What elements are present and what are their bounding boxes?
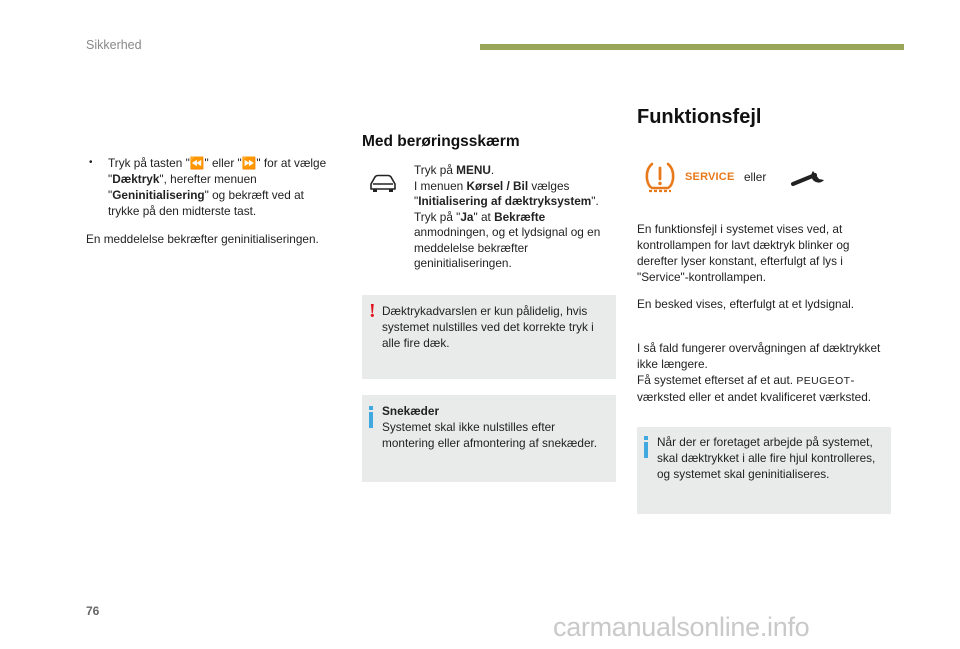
text-i-menuen: I menuen: [414, 178, 467, 193]
info-icon: [644, 436, 648, 458]
bullet-icon: •: [89, 157, 93, 168]
header-accent-bar: [480, 44, 904, 50]
fault-paragraph-2: En besked vises, efterfulgt at et lydsignal.: [637, 297, 855, 311]
menu-item-daektryk: Dæktryk: [112, 172, 160, 186]
car-icon: [368, 173, 398, 193]
wrench-icon: [789, 168, 829, 188]
snow-chains-title: Snekæder: [382, 404, 440, 418]
text-at: " at: [473, 209, 495, 224]
fault-p3b-post: -værksted eller et andet kvalificeret værksted.: [637, 373, 872, 404]
tire-pressure-warning-icon: [643, 160, 677, 194]
or-text: eller: [744, 170, 767, 184]
rewind-key-icon: ⏪: [189, 156, 205, 170]
warning-icon: !: [369, 300, 376, 322]
text-tryk: Tryk på: [414, 163, 457, 177]
text-anmodningen: anmodningen, og et lydsignal og en meddelelse bekræfter geninitialiseringen.: [414, 225, 601, 270]
warning-text: Dæktrykadvarslen er kun pålidelig, hvis systemet nulstilles ved det korrekte tryk i alle fire dæk.: [382, 304, 594, 350]
fault-indicators: [637, 158, 897, 198]
fault-p3a: I så fald fungerer overvågningen af dæktrykket ikke længere.: [637, 341, 881, 371]
forward-key-icon: ⏩: [241, 156, 257, 170]
warning-box: [362, 295, 616, 379]
section-header: Sikkerhed: [86, 38, 142, 52]
text-vaelges: vælges ": [414, 178, 570, 208]
page-number: 76: [86, 604, 100, 618]
after-repair-info-box: [637, 427, 891, 514]
fault-paragraph-3: [637, 340, 893, 405]
instruction-text-4: ", herefter menuen ": [108, 172, 257, 202]
fault-paragraph-1: En funktionsfejl i systemet vises ved, at kontrollampen for lavt dæktryk blinker og derefter lyser konstant, efterfulgt af lys i "Service"-kontrollampen.: [637, 222, 850, 284]
menu-label: MENU: [456, 163, 491, 177]
confirmation-text: En meddelelse bekræfter geninitialiseringen.: [86, 232, 319, 246]
text-tryk-pa: Tryk på ": [414, 209, 461, 224]
left-column: [86, 155, 336, 247]
info-icon: [369, 406, 373, 428]
watermark: carmanualsonline.info: [553, 612, 810, 642]
snow-chains-text: Systemet skal ikke nulstilles efter montering eller afmontering af snekæder.: [382, 420, 598, 450]
instruction-text-2: " eller ": [204, 156, 242, 170]
ja-label: Ja: [460, 209, 474, 224]
touchscreen-text: [414, 163, 614, 272]
after-repair-text: Når der er foretaget arbejde på systemet, skal dæktrykket i alle fire hjul kontrolleres, og systemet skal geninitialiseres.: [657, 435, 876, 481]
instruction-text-3: " for at vælge ": [108, 156, 327, 186]
snow-chains-box: [362, 395, 616, 482]
fault-heading: Funktionsfejl: [637, 106, 762, 128]
menu-path-label: Kørsel / Bil: [466, 178, 529, 193]
menu-item-geninitialisering: Geninitialisering: [112, 188, 205, 202]
bekraefte-label: Bekræfte: [494, 209, 546, 224]
text-quote-dot: ".: [591, 194, 599, 208]
service-warning-icon: SERVICE: [685, 171, 735, 183]
instruction-text-1: Tryk på tasten ": [108, 156, 190, 170]
brand-name: PEUGEOT: [796, 375, 851, 387]
init-option-label: Initialisering af dæktryksystem: [418, 194, 592, 208]
text-dot: .: [490, 163, 495, 177]
touchscreen-heading: Med berøringsskærm: [362, 133, 520, 150]
fault-p3b-pre: Få systemet efterset af et aut.: [637, 373, 797, 387]
instruction-item: [86, 155, 336, 219]
instruction-text-5: " og bekræft ved at trykke på den midterste tast.: [108, 188, 304, 218]
